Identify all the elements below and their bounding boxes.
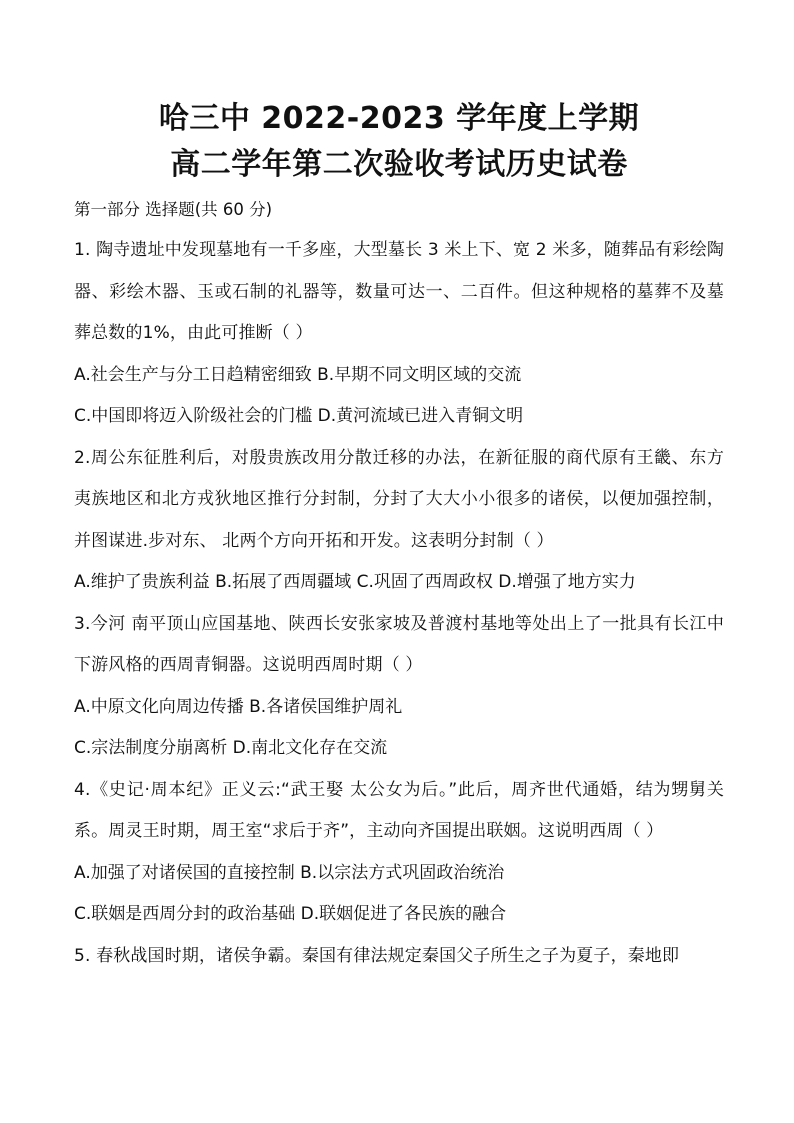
- question-stem: 4.《史记·周本纪》正义云:“武王娶 太公女为后。”此后，周齐世代通婚，结为甥舅关系。周灵王时期，周王室“求后于齐”，主动向齐国提出联姻。这说明西周（ ）: [74, 779, 724, 841]
- question-options-line: C.联姻是西周分封的政治基础 D.联姻促进了各民族的融合: [74, 904, 507, 924]
- question-options-line: A.维护了贵族利益 B.拓展了西周疆域 C.巩固了西周政权 D.增强了地方实力: [74, 572, 636, 592]
- question-options-line: A.中原文化向周边传播 B.各诸侯国维护周礼: [74, 696, 403, 717]
- question-options-line: A.加强了对诸侯国的直接控制 B.以宗法方式巩固政治统治: [74, 862, 505, 883]
- question-options-line: C.宗法制度分崩离析 D.南北文化存在交流: [74, 738, 388, 758]
- question-1: [74, 230, 724, 438]
- question-stem: 3.今河 南平顶山应国基地、陕西长安张家坡及普渡村基地等处出上了一批具有长江中下游风格的西周青铜器。这说明西周时期（ ）: [74, 613, 724, 675]
- exam-title-line1: 哈三中 2022-2023 学年度上学期: [158, 101, 640, 136]
- question-options-line: C.中国即将迈入阶级社会的门槛 D.黄河流域已进入青铜文明: [74, 406, 524, 426]
- section-heading: 第一部分 选择题(共 60 分): [74, 200, 273, 219]
- question-stem: 2.周公东征胜利后，对殷贵族改用分散迁移的办法，在新征服的商代原有王畿、东方夷族地区和北方戎狄地区推行分封制，分封了大大小小很多的诸侯，以便加强控制，并图谋进.步对东、 北两个方向开拓和开发。这表明分封制（ ）: [74, 447, 724, 551]
- question-4: [74, 770, 724, 936]
- exam-title-line2: 高二学年第二次验收考试历史试卷: [170, 147, 628, 182]
- question-stem: 5. 春秋战国时期，诸侯争霸。秦国有律法规定秦国父子所生之子为夏子，秦地即: [74, 945, 680, 966]
- question-2: [74, 438, 724, 604]
- question-5: [74, 936, 724, 978]
- question-3: [74, 604, 724, 770]
- question-options-line: A.社会生产与分工日趋精密细致 B.早期不同文明区域的交流: [74, 364, 522, 385]
- question-stem: 1. 陶寺遗址中发现墓地有一千多座，大型墓长 3 米上下、宽 2 米多，随葬品有彩绘陶器、彩绘木器、玉或石制的礼器等，数量可达一、二百件。但这种规格的墓葬不及墓葬总数的1%，由此可推断（ ）: [74, 240, 724, 343]
